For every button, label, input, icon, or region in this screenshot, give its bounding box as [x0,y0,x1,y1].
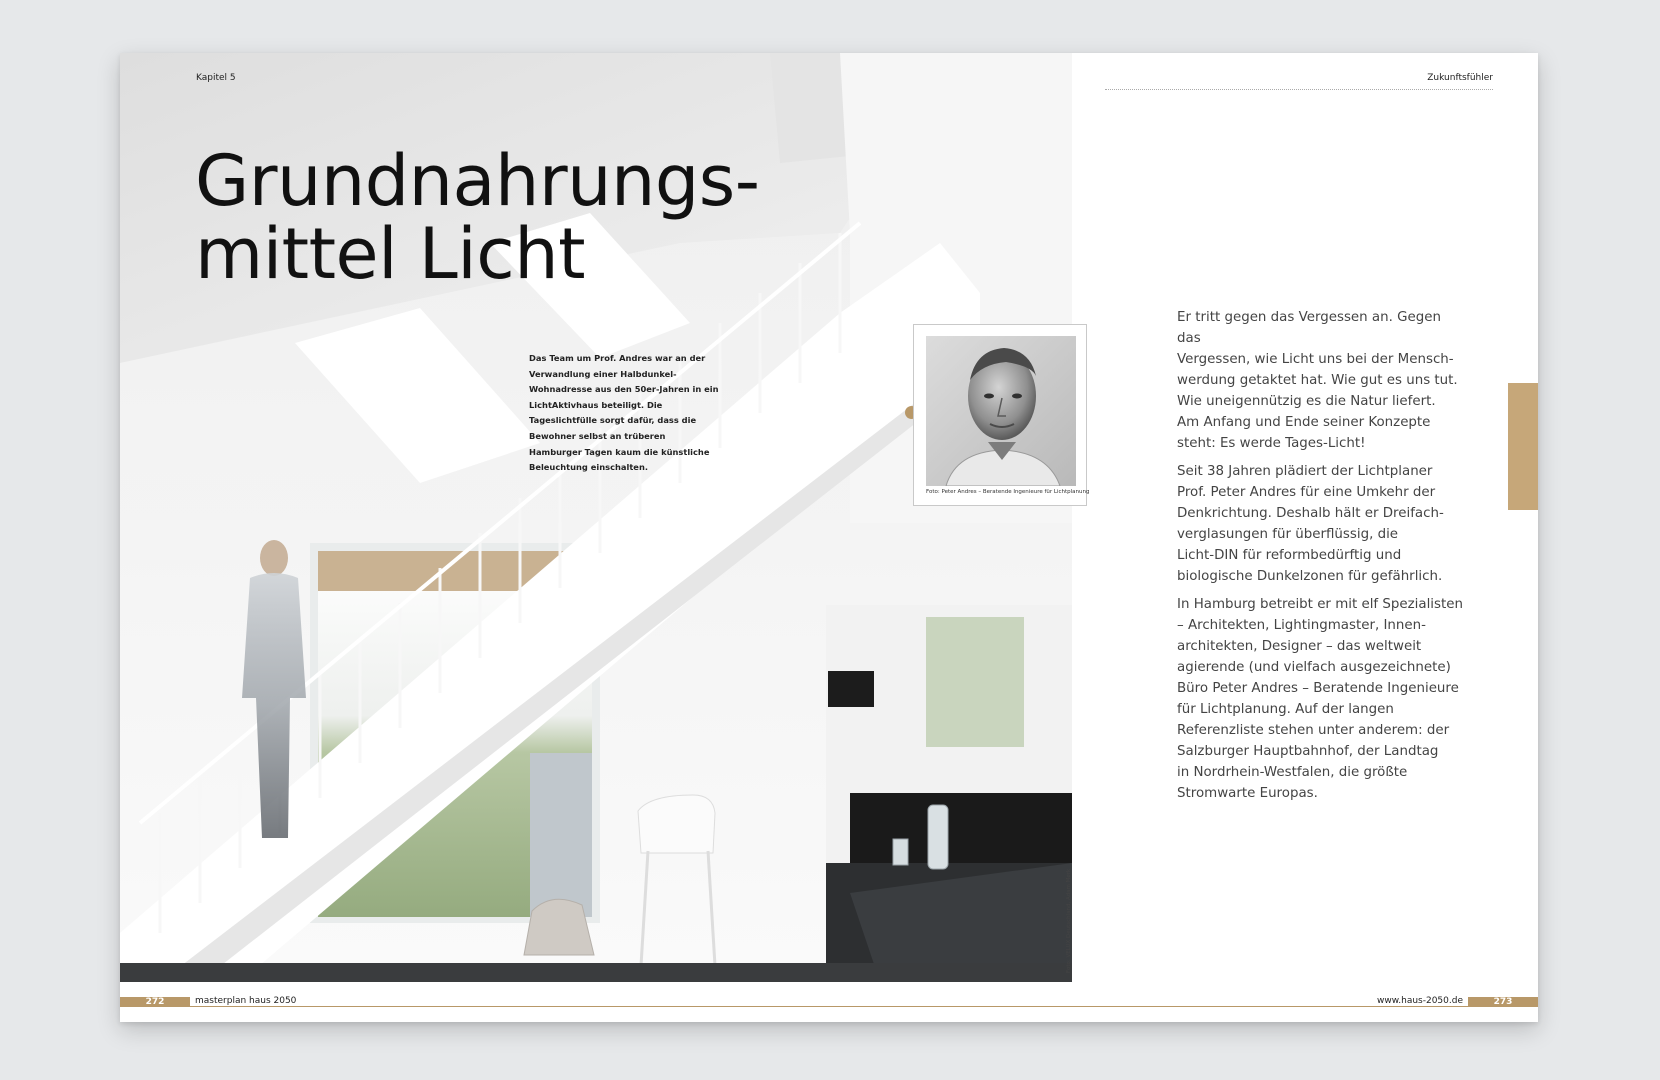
footer-right-rule [1072,1006,1468,1007]
footer-left-rule [190,1006,1072,1007]
section-label: Zukunftsfühler [1105,73,1493,90]
headline [195,140,760,295]
intro-caption: Das Team um Prof. Andres war an der Verwandlung einer Halbdunkel-Wohnadresse aus den 50er-Jahren in ein LichtAktivhaus beteiligt. Die Tageslichtfülle sorgt dafür, dass die Bewohner selbst an trüberen Hamburger Tagen kaum die künstliche Beleuchtung einschalten. [529,353,719,473]
body-paragraph-1: Er tritt gegen das Vergessen an. Gegen das Vergessen, wie Licht uns bei der Mensch- werdung getaktet hat. Wie gut es uns tut. Wie uneigennützig es die Natur liefert. Am Anfang und Ende seiner Konzepte steht: Es werde Tages-Licht! [1177,310,1458,451]
body-paragraph-3: In Hamburg betreibt er mit elf Spezialisten – Architekten, Lightingmaster, Innen- architekten, Designer – das weltweit agierende (und vielfach ausgezeichnete) Büro Peter Andres – Beratende Ingenieure für Lichtplanung. Auf der langen Referenzliste stehen unter anderem: der Salzburger Hauptbahnhof, der Landtag in Nordrhein-Westfalen, die größte Stromwarte Europas. [1177,597,1463,801]
portrait-credit: Foto: Peter Andres – Beratende Ingenieure für Lichtplanung [926,489,1090,495]
headline-line-2: mittel Licht [195,213,586,295]
magazine-spread [120,53,1538,1022]
page-number-right: 273 [1468,997,1538,1007]
page-number-left: 272 [120,997,190,1007]
chapter-label: Kapitel 5 [196,73,236,83]
website-url: www.haus-2050.de [1371,996,1463,1006]
headline-line-1: Grundnahrungs- [195,140,760,222]
body-paragraph-2: Seit 38 Jahren plädiert der Lichtplaner Prof. Peter Andres für eine Umkehr der Denkrichtung. Deshalb hält er Dreifach- verglasungen für überflüssig, die Licht-DIN für reformbedürftig und biologische Dunkelzonen für gefährlich. [1177,464,1444,584]
portrait-box [913,324,1090,506]
publication-title: masterplan haus 2050 [195,996,302,1006]
article-body [1177,307,1467,811]
chapter-tab-marker [1508,383,1538,510]
main-photo-credit: Foto: VELUX Deutschland, Adam Mørk [1066,868,1072,973]
left-page [120,53,1072,982]
portrait-photo [926,336,1076,486]
